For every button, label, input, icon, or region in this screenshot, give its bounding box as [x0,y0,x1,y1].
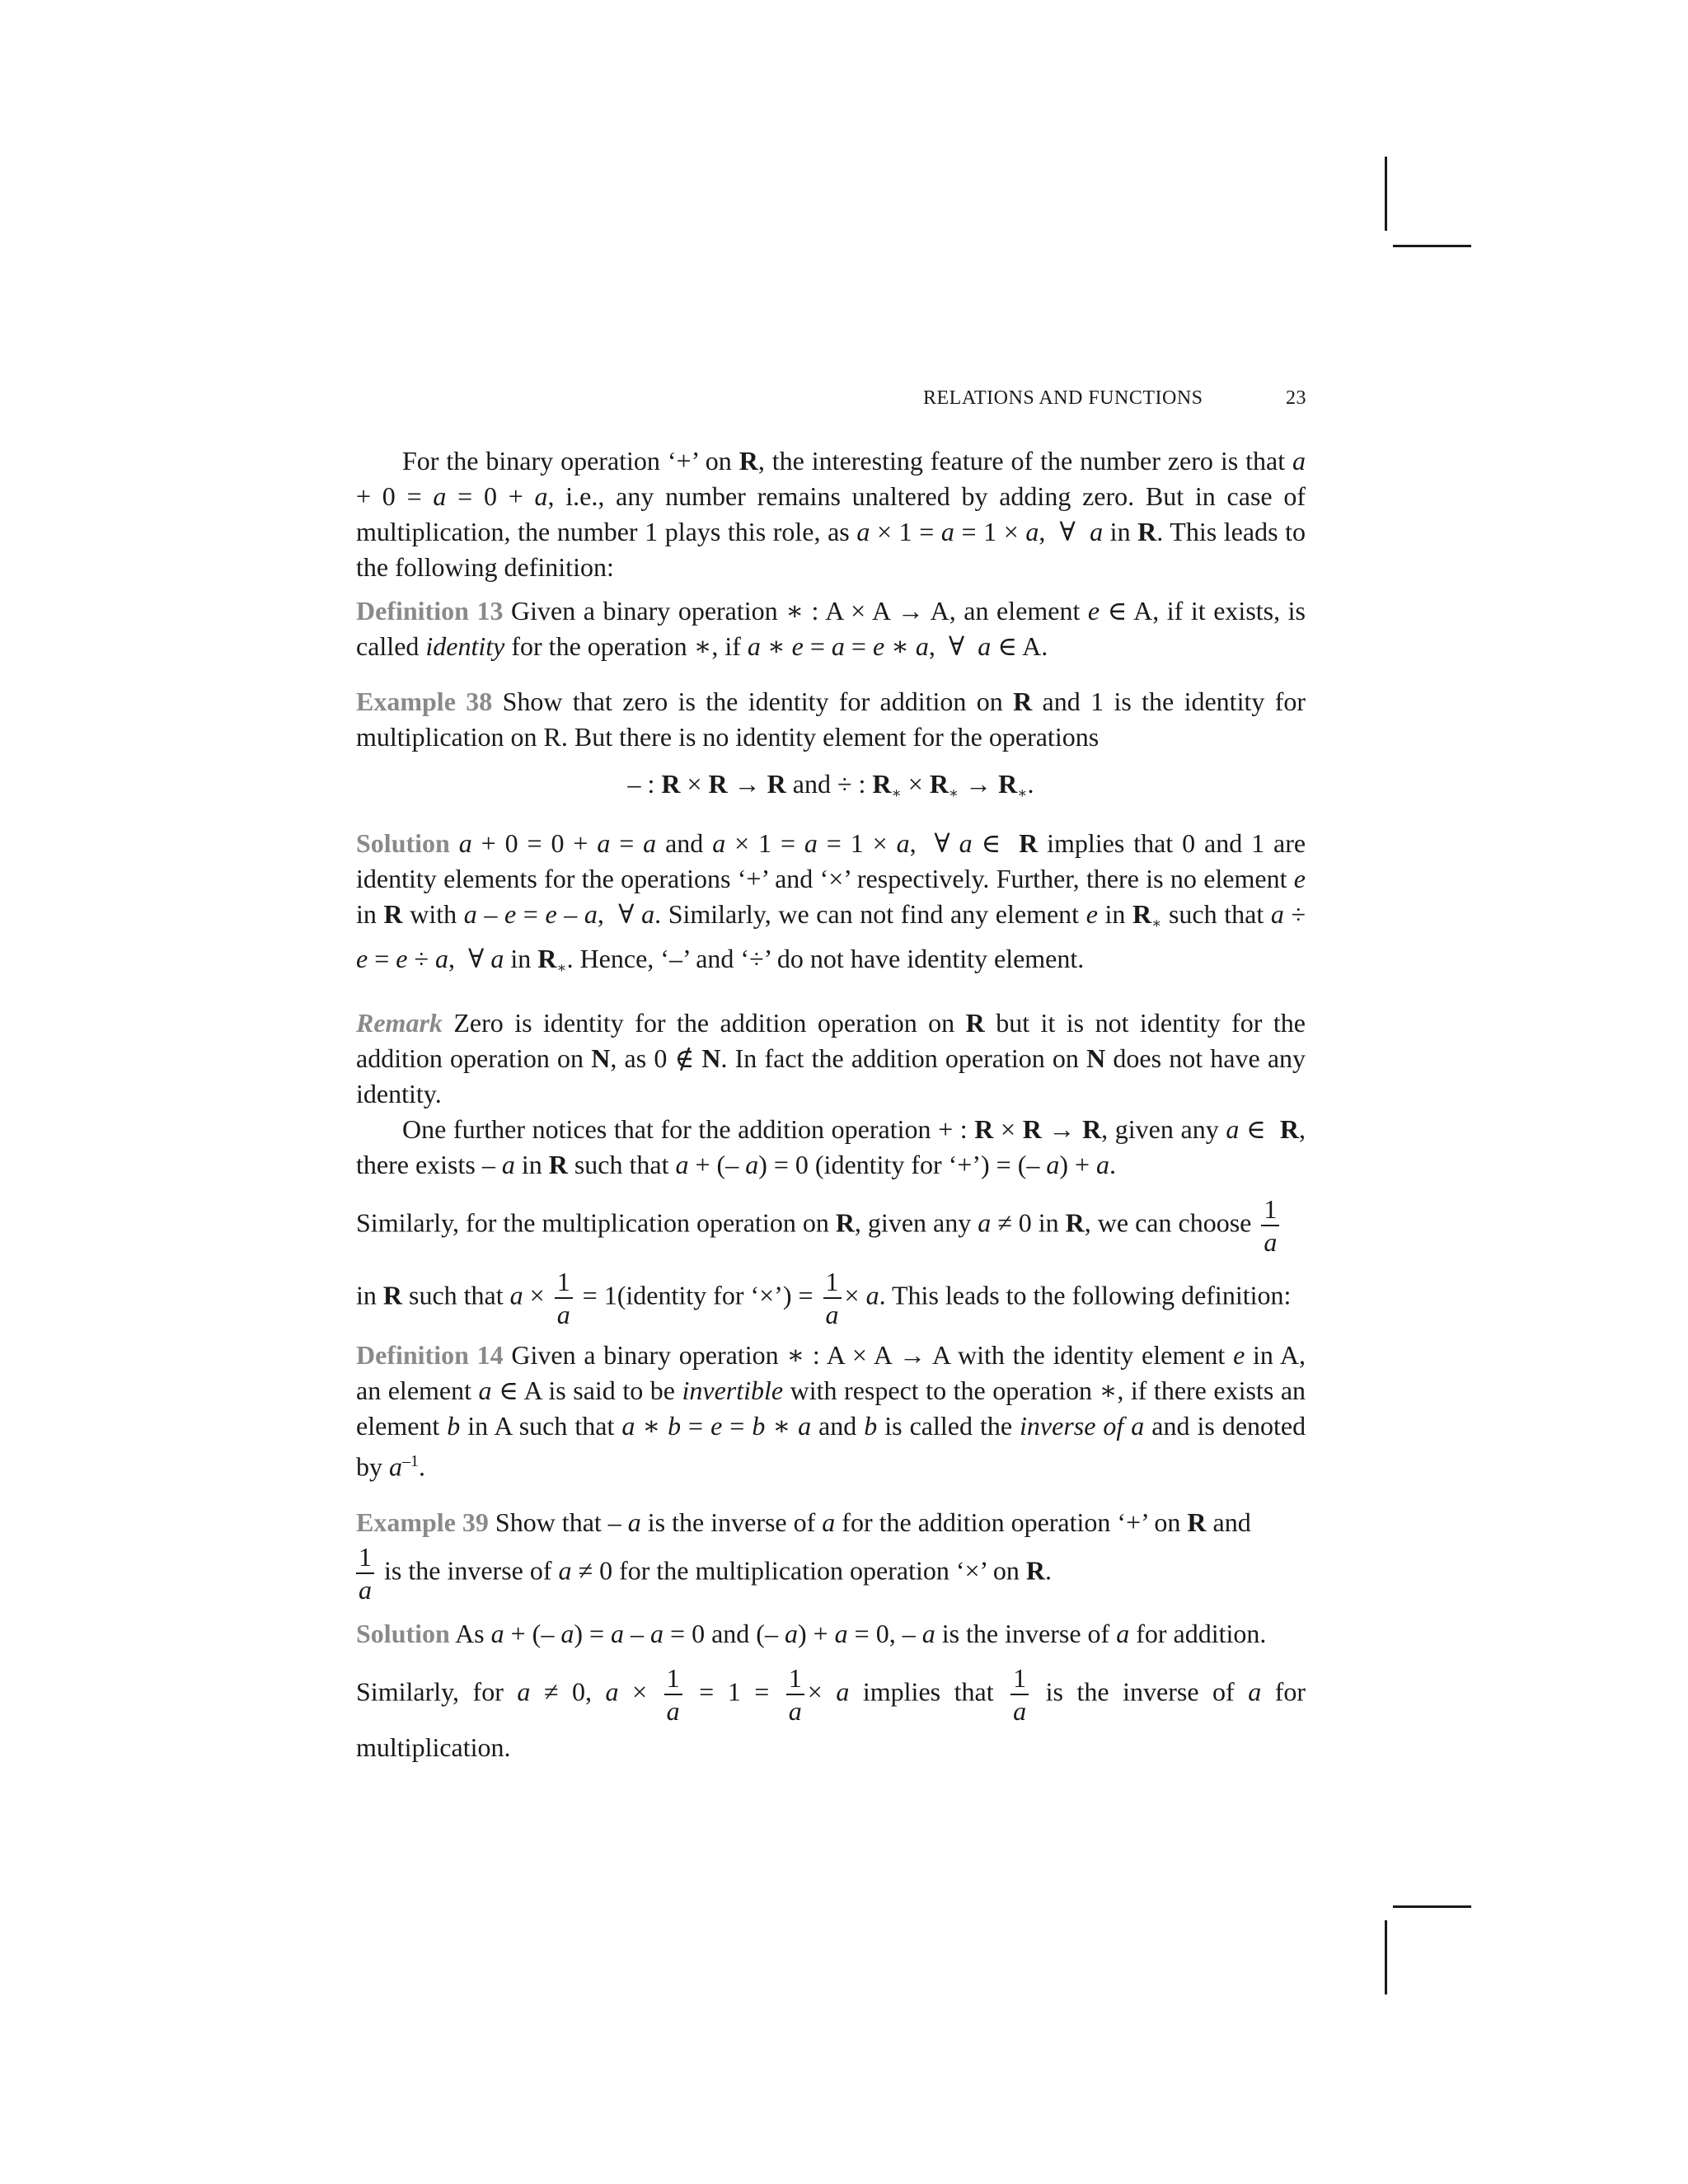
example-38-label: Example 38 [356,687,493,716]
example-38: Example 38 Show that zero is the identity for addition on R and 1 is the identity for multiplication on R. But there is no identity element for the operations [356,687,1306,752]
definition-14: Definition 14 Given a binary operation ∗ : A × A → A with the identity element e in A, an element a ∈ A is said to be invertible with respect to the operation ∗, if there exists an element b in A such that a ∗ b = e = b ∗ a and b is called the inverse of a and is denoted by $a^{-1}$. [356,1340,1306,1482]
page-number: 23 [1286,387,1306,409]
solution-39-line-2: Similarly, for a ≠ 0, a × $\frac{1}{a}$ = 1 = $\frac{1}{a}$ × a implies that $\frac{1}{a}$ is the inverse of a for multiplication. [356,1662,1306,1762]
example-39-label: Example 39 [356,1507,489,1537]
example-39: Example 39 Show that – a is the inverse of a for the addition operation ‘+’ on R and [356,1507,1251,1537]
header-title: RELATIONS AND FUNCTIONS [923,387,1203,409]
definition-13-label: Definition 13 [356,596,504,626]
fraction-one-over-a: $\frac{1}{a}$ [1010,1665,1029,1724]
solution-39-line-1: Solution As a + (– a) = a – a = 0 and (– a) + a = 0, – a is the inverse of a for addition. [356,1618,1267,1648]
crop-mark-top-horizontal [1393,245,1471,247]
remark-label: Remark [356,1008,443,1038]
crop-mark-top-vertical [1385,157,1387,231]
definition-13: Definition 13 Given a binary operation ∗ : A × A → A, an element e ∈ A, if it exists, is called identity for the operation ∗, if a ∗ e = a = e ∗ a, ∀ a ∈ A. [356,596,1306,661]
paragraph-multiplicative-identity: in R such that a × $\frac{1}{a}$ = 1(identity for ‘×’) = $\frac{1}{a}$ × a. This leads to the following definition: [356,1267,1292,1329]
crop-mark-bottom-horizontal [1393,1905,1471,1908]
example-39-continued: $\frac{1}{a}$ is the inverse of a ≠ 0 for the multiplication operation ‘×’ on R. [356,1544,1306,1603]
definition-14-label: Definition 14 [356,1340,504,1370]
paragraph-multiplicative-choice: Similarly, for the multiplication operation on R, given any a ≠ 0 in R, we can choose $\frac{1}{a}$ [356,1196,1306,1255]
fraction-one-over-a: $\frac{1}{a}$ [1261,1196,1279,1255]
example-38-display-equation: – : R × R → R and ÷ : $R_∗ \times R_∗ \to R_∗$. [627,769,1034,801]
fraction-one-over-a: $\frac{1}{a}$ [664,1665,682,1724]
page-body [356,443,1306,1780]
solution-39-label: Solution [356,1618,450,1648]
crop-mark-bottom-vertical [1385,1920,1387,1994]
fraction-one-over-a: $\frac{1}{a}$ [823,1268,842,1328]
fraction-one-over-a: $\frac{1}{a}$ [356,1544,374,1603]
paragraph-identity-intro: For the binary operation ‘+’ on R, the interesting feature of the number zero is that a + 0 = a = 0 + a, i.e., any number remains unaltered by adding zero. But in case of multiplication, the number 1 plays this role, as a × 1 = a = 1 × a, ∀ a in R. This leads to the following definition: [356,446,1306,582]
fraction-one-over-a: $\frac{1}{a}$ [555,1268,573,1328]
paragraph-additive-inverse: One further notices that for the addition operation + : R × R → R, given any a ∈ R, there exists – a in R such that a + (– a) = 0 (identity for ‘+’) = (– a) + a. [356,1114,1306,1179]
fraction-one-over-a: $\frac{1}{a}$ [786,1665,804,1724]
running-header [923,387,1306,410]
solution-38: Solution a + 0 = 0 + a = a and a × 1 = a = 1 × a, ∀ a ∈ R implies that 0 and 1 are identity elements for the operations ‘+’ and ‘×’ respectively. Further, there is no element e in R with a – e = e – a, ∀ a. Similarly, we can not find any element e in $R_∗$ such that a ÷ e = e ÷ a, ∀ a in $R_∗$. Hence, ‘–’ and ‘÷’ do not have identity element. [356,828,1306,976]
remark: Remark Zero is identity for the addition operation on R but it is not identity for the addition operation on N, as 0 ∉ N. In fact the addition operation on N does not have any identity. [356,1008,1306,1108]
solution-38-label: Solution [356,828,450,858]
